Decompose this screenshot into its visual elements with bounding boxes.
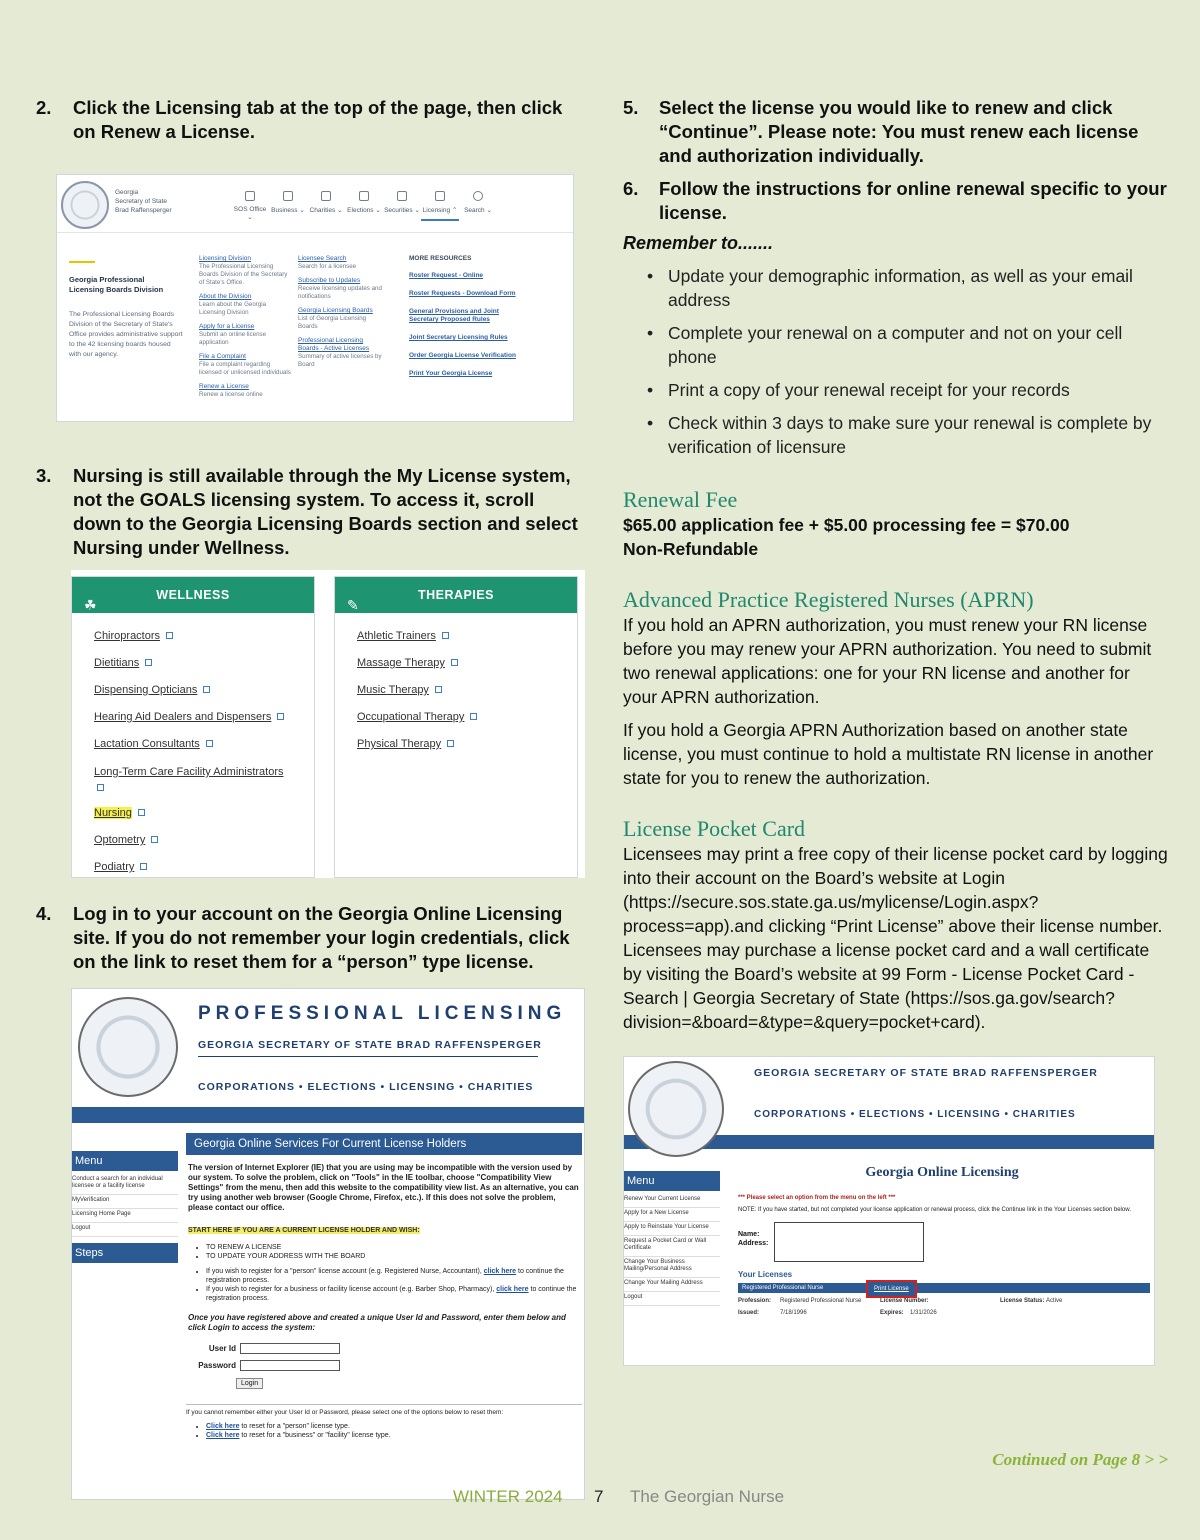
menu-column-2: Licensee Search Search for a licensee Subscribe to Updates Receive licensing updates and notifications Georgia Licensing Boards List of Georgia Licensing Boards Professional Licensing Boards - Active Licenses Summary of active licenses by Board [298, 255, 384, 375]
more-link[interactable]: Print Your Georgia License [409, 370, 493, 377]
pl-header [72, 989, 584, 1107]
divider [198, 1056, 538, 1057]
your-licenses-heading: Your Licenses [738, 1270, 793, 1279]
fee-line: $65.00 application fee + $5.00 processing fee = $70.00 [623, 515, 1070, 535]
state-seal-icon [61, 181, 109, 229]
step-text: Click the Licensing tab at the top of the page, then click on Renew a License. [73, 97, 563, 142]
list-item[interactable]: Athletic Trainers [357, 623, 577, 650]
pocket-card-paragraph: Licensees may print a free copy of their license pocket card by logging into their account on the Board’s website at Login (https://secure.sos.state.ga.us/mylicense/Login.aspx?process=app).and clicking “Print License” above their license number. Licensees may purchase a license pocket card and a wall certificate by visiting the Board’s website at 99 Form - License Pocket Card - Search | Georgia Secretary of State (https://sos.ga.gov/search?division=&board=&type=&query=pocket+card). [623, 844, 1168, 1032]
menu-item[interactable]: Change Your Business Mailing/Personal Address [624, 1257, 720, 1278]
step-3-section [36, 464, 586, 560]
license-bar: Registered Professional Nurse Print License [738, 1283, 1150, 1293]
state-seal-icon [78, 997, 178, 1097]
nav-securities[interactable]: Securities ⌄ [383, 191, 421, 221]
main-heading: Georgia Online Services For Current License Holders [186, 1133, 582, 1155]
therapies-icon: ✎ [347, 597, 360, 613]
about-division-link[interactable]: About the Division [199, 293, 252, 300]
step-3 [36, 464, 586, 560]
therapies-header: ✎ THERAPIES [335, 577, 577, 613]
menu-item[interactable]: Apply to Reinstate Your License [624, 1222, 720, 1236]
license-row-2: Issued: 7/18/1996 Expires: 1/31/2026 [738, 1310, 937, 1316]
aprn-heading: Advanced Practice Registered Nurses (APRN) [623, 587, 1034, 612]
wellness-panel [71, 576, 315, 878]
list-item[interactable]: Hearing Aid Dealers and Dispensers [94, 704, 314, 731]
more-resources-column [409, 255, 529, 388]
magazine-name: The Georgian Nurse [630, 1487, 785, 1506]
licensing-icon [435, 191, 445, 201]
securities-icon [397, 191, 407, 201]
more-link[interactable]: Roster Requests - Download Form [409, 290, 516, 297]
nav-elections[interactable]: Elections ⌄ [345, 191, 383, 221]
menu-column-1: Licensing Division The Professional Licensing Boards Division of the Secretary of State's Office. About the Division Learn about the Georgia Licensing Division Apply for a License Submit an online license application File a Complaint File a complaint regarding licensed or unlicensed individuals Renew a License Renew a license online [199, 255, 291, 398]
list-item[interactable]: Dietitians [94, 650, 314, 677]
gol-main [734, 1159, 1150, 1317]
sos-brand: Georgia Secretary of State Brad Raffensperger [115, 189, 172, 214]
login-instructions: Once you have registered above and created a unique User Id and Password, enter them below and click Login to access the system: [188, 1313, 566, 1332]
list-item: • Update your demographic information, as well as your email address [647, 264, 1168, 312]
more-link[interactable]: Order Georgia License Verification [409, 352, 516, 359]
accent-line [69, 261, 95, 263]
non-refundable: Non-Refundable [623, 539, 759, 559]
list-item[interactable]: Physical Therapy [357, 731, 577, 758]
renew-license-link[interactable]: Renew a License [199, 383, 249, 390]
sos-header [57, 175, 573, 233]
ie-note: The version of Internet Explorer (IE) that you are using may be incompatible with the version used by our system. To solve the problem, click on "Tools" in the IE toolbar, choose "Compatibility View Settings" from the menu, then add this website to the compatibility view list. As an alternative, you can try using another web browser (Google Chrome, Firefox, etc.). If this does not solve the problem, please contact our office. [188, 1163, 579, 1212]
pl-main [186, 1133, 582, 1440]
password-input[interactable] [240, 1360, 340, 1371]
charities-icon [321, 191, 331, 201]
nav-sos-office[interactable]: SOS Office ⌄ [231, 191, 269, 221]
list-item[interactable]: Massage Therapy [357, 650, 577, 677]
user-id-input[interactable] [240, 1343, 340, 1354]
more-link[interactable]: General Provisions and Joint Secretary Proposed Rules [409, 308, 499, 323]
address-label: Address: [738, 1240, 769, 1247]
active-licenses-link[interactable]: Professional Licensing Boards - Active Licenses [298, 337, 370, 352]
list-item[interactable]: Music Therapy [357, 677, 577, 704]
pl-title: PROFESSIONAL LICENSING [198, 1003, 567, 1024]
gol-menu [624, 1171, 720, 1306]
pocket-card-heading: License Pocket Card [623, 816, 806, 841]
step-4 [36, 902, 586, 974]
nav-search[interactable]: Search ⌄ [459, 191, 497, 221]
left-column [36, 96, 586, 1439]
nav-licensing[interactable]: Licensing ⌃ [421, 191, 459, 221]
licensee-search-link[interactable]: Licensee Search [298, 255, 347, 262]
step-number: 5. [623, 97, 639, 118]
start-here: START HERE IF YOU ARE A CURRENT LICENSE HOLDER AND WISH: [188, 1227, 420, 1234]
licensing-division-link[interactable]: Licensing Division [199, 255, 252, 262]
external-link-icon [138, 809, 145, 816]
licensing-boards-link[interactable]: Georgia Licensing Boards [298, 307, 373, 314]
step-2 [36, 96, 586, 144]
wellness-list [72, 613, 314, 878]
building-icon [245, 191, 255, 201]
menu-item[interactable]: Apply for a New License [624, 1208, 720, 1222]
pl-bar [72, 1107, 584, 1123]
list-item: • Check within 3 days to make sure your renewal is complete by verification of licensure [647, 411, 1168, 459]
select-option-note: *** Please select an option from the menu on the left *** [738, 1195, 896, 1201]
external-link-icon [145, 659, 152, 666]
apply-license-link[interactable]: Apply for a License [199, 323, 255, 330]
step-number: 2. [36, 97, 52, 118]
more-link[interactable]: Roster Request - Online [409, 272, 484, 279]
menu-heading: Menu [624, 1171, 720, 1191]
external-link-icon [166, 632, 173, 639]
gol-header [624, 1057, 1154, 1135]
search-icon [473, 191, 483, 201]
reset-business-link[interactable]: Click here [206, 1432, 240, 1439]
menu-heading: Menu [72, 1151, 178, 1171]
menu-item[interactable]: Request a Pocket Card or Wall Certificate [624, 1236, 720, 1257]
menu-item[interactable]: Conduct a search for an individual licensee or a facility license [72, 1174, 178, 1195]
gol-nav: CORPORATIONS • ELECTIONS • LICENSING • CHARITIES [754, 1109, 1076, 1120]
professional-licensing-login-screenshot [71, 988, 585, 1500]
step-5 [623, 96, 1168, 168]
wish-list: • TO RENEW A LICENSE • TO UPDATE YOUR ADDRESS WITH THE BOARD [206, 1243, 582, 1261]
name-address-box [774, 1222, 924, 1262]
state-seal-icon [628, 1061, 724, 1157]
division-title: Georgia Professional Licensing Boards Division [69, 275, 164, 294]
menu-item[interactable]: MyVerification [72, 1195, 178, 1209]
therapies-panel [334, 576, 578, 878]
aprn-paragraph-2: If you hold a Georgia APRN Authorization based on another state license, you must continue to hold a multistate RN license in another state for you to renew the authorization. [623, 720, 1154, 788]
licensing-boards-screenshot [71, 570, 585, 878]
gol-title: GEORGIA SECRETARY OF STATE BRAD RAFFENSPERGER [754, 1067, 1098, 1079]
reset-note: If you cannot remember either your User Id or Password, please select one of the options below to reset them: • Click here to reset for a "person" license type. • Click here to reset for a "business" or "facility" license type. [186, 1404, 582, 1440]
user-id-label: User Id [208, 1344, 236, 1353]
gol-main-title: Georgia Online Licensing [865, 1165, 1019, 1180]
list-item: • Complete your renewal on a computer and not on your cell phone [647, 321, 1168, 369]
aprn-paragraph-1: If you hold an APRN authorization, you must renew your RN license before you may renew your APRN authorization. You need to submit two renewal applications: one for your RN license and another for your APRN authorization. [623, 615, 1152, 707]
external-link-icon [206, 740, 213, 747]
remember-heading: Remember to....... [623, 233, 774, 253]
pl-menu [72, 1151, 178, 1266]
step-text: Follow the instructions for online renewal specific to your license. [659, 178, 1167, 223]
list-item[interactable]: Occupational Therapy [357, 704, 577, 731]
business-icon [283, 191, 293, 201]
external-link-icon [447, 740, 454, 747]
external-link-icon [151, 836, 158, 843]
list-item[interactable]: Chiropractors [94, 623, 314, 650]
nursing-link[interactable]: Nursing [94, 800, 314, 827]
list-item[interactable]: Dispensing Opticians [94, 677, 314, 704]
step-6 [623, 177, 1168, 225]
register-list: • If you wish to register for a "person" license account (e.g. Registered Nurse, Accountant), click here to continue the registration process. • If you wish to register for a business or facility license account (e.g. Barber Shop, Pharmacy), click here to continue the registration process. [206, 1267, 582, 1303]
menu-item[interactable]: Logout [72, 1223, 178, 1237]
continued-note: Continued on Page 8 > > [992, 1450, 1168, 1469]
external-link-icon [451, 659, 458, 666]
step-number: 3. [36, 465, 52, 486]
user-id-row [186, 1343, 582, 1354]
right-column [623, 96, 1168, 1316]
nav-charities[interactable]: Charities ⌄ [307, 191, 345, 221]
license-row-1: Profession: Registered Professional Nurse License Number: License Status: Active [738, 1298, 1063, 1304]
external-link-icon [277, 713, 284, 720]
wellness-header: ☘ WELLNESS [72, 577, 314, 613]
pl-nav: CORPORATIONS • ELECTIONS • LICENSING • CHARITIES [198, 1081, 534, 1093]
steps-heading: Steps [72, 1243, 178, 1263]
password-label: Password [198, 1361, 236, 1370]
division-description: The Professional Licensing Boards Division of the Secretary of State's Office provides administrative support to the 42 licensing boards housed with our agency. [69, 311, 183, 358]
nav-business[interactable]: Business ⌄ [269, 191, 307, 221]
external-link-icon [140, 863, 147, 870]
elections-icon [359, 191, 369, 201]
subscribe-updates-link[interactable]: Subscribe to Updates [298, 277, 361, 284]
page-number: 7 [594, 1487, 604, 1506]
remember-list [647, 264, 1168, 459]
step-text: Nursing is still available through the My License system, not the GOALS licensing system. To access it, scroll down to the Georgia Licensing Boards section and select Nursing under Wellness. [73, 465, 578, 558]
step-number: 6. [623, 178, 639, 199]
therapies-list [335, 613, 577, 758]
step-4-section [36, 902, 586, 974]
external-link-icon [435, 686, 442, 693]
menu-item[interactable]: Licensing Home Page [72, 1209, 178, 1223]
step-text: Select the license you would like to renew and click “Continue”. Please note: You must renew each license and authorization individually. [659, 97, 1139, 166]
pl-body [72, 1123, 584, 1500]
register-business-link[interactable]: click here [496, 1286, 529, 1293]
more-link[interactable]: Joint Secretary Licensing Rules [409, 334, 508, 341]
wellness-icon: ☘ [84, 597, 98, 613]
georgia-online-licensing-screenshot [623, 1056, 1155, 1366]
list-item[interactable]: Lactation Consultants [94, 731, 314, 758]
name-label: Name: [738, 1231, 760, 1238]
external-link-icon [203, 686, 210, 693]
list-item[interactable]: Long-Term Care Facility Administrators [94, 758, 314, 800]
sos-nav [231, 191, 497, 221]
more-resources-heading: MORE RESOURCES [409, 255, 472, 262]
external-link-icon [470, 713, 477, 720]
continue-note: NOTE: If you have started, but not completed your license application or renewal process, click the Continue link in the Your Licenses section below. [738, 1207, 1131, 1213]
password-row [186, 1360, 582, 1371]
step-text: Log in to your account on the Georgia Online Licensing site. If you do not remember your login credentials, click on the link to reset them for a “person” type license. [73, 903, 570, 972]
file-complaint-link[interactable]: File a Complaint [199, 353, 246, 360]
name-address [738, 1222, 1150, 1262]
list-item: • Print a copy of your renewal receipt for your records [647, 378, 1168, 402]
login-button[interactable]: Login [236, 1378, 263, 1389]
print-license-button[interactable]: Print License [866, 1280, 917, 1298]
external-link-icon [97, 784, 104, 791]
menu-item[interactable]: Change Your Mailing Address [624, 1278, 720, 1292]
menu-item[interactable]: Logout [624, 1292, 720, 1306]
sos-licensing-menu-screenshot [56, 174, 574, 422]
register-person-link[interactable]: click here [483, 1268, 517, 1275]
renewal-fee-heading: Renewal Fee [623, 487, 738, 512]
pl-subtitle: GEORGIA SECRETARY OF STATE BRAD RAFFENSPERGER [198, 1039, 542, 1051]
list-item[interactable]: Podiatry [94, 854, 314, 878]
reset-person-link[interactable]: Click here [206, 1423, 240, 1430]
list-item[interactable]: Optometry [94, 827, 314, 854]
menu-item[interactable]: Renew Your Current License [624, 1194, 720, 1208]
step-number: 4. [36, 903, 52, 924]
external-link-icon [442, 632, 449, 639]
issue-season: WINTER 2024 [453, 1487, 563, 1506]
